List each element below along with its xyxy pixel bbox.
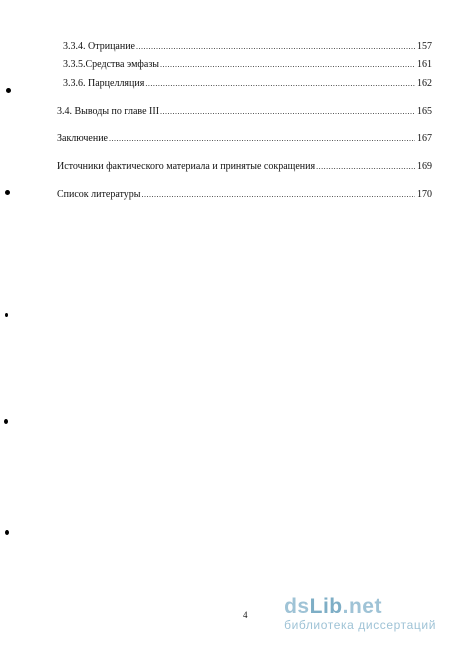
toc-entry xyxy=(63,78,432,90)
scan-speck xyxy=(6,88,11,93)
toc-entry-page: 169 xyxy=(417,161,432,172)
watermark-logo: dsLib.net xyxy=(284,595,382,618)
toc-entry-page: 167 xyxy=(417,133,432,144)
toc-entry-label: 3.3.6. Парцелляция xyxy=(63,78,145,89)
watermark xyxy=(284,596,436,632)
toc-entry-label: Заключение xyxy=(57,133,108,144)
toc-entry xyxy=(63,41,432,53)
toc-entry-label: Источники фактического материала и принятые сокращения xyxy=(57,161,316,172)
scan-speck xyxy=(4,419,8,424)
toc-entry-page: 162 xyxy=(417,78,432,89)
toc-entry xyxy=(57,189,432,201)
toc-leader-dots xyxy=(160,59,415,71)
scan-speck xyxy=(5,313,8,317)
toc-leader-dots xyxy=(141,189,415,201)
scan-speck xyxy=(5,530,9,535)
scan-speck xyxy=(5,190,10,195)
toc-leader-dots xyxy=(160,106,415,118)
toc-entry xyxy=(57,106,432,118)
toc-entry xyxy=(57,133,432,145)
toc-entry-page: 157 xyxy=(417,41,432,52)
toc-entry xyxy=(63,59,432,71)
toc-entry-label: 3.3.4. Отрицание xyxy=(63,41,135,52)
toc-leader-dots xyxy=(316,161,415,173)
toc-entry-page: 170 xyxy=(417,189,432,200)
toc-leader-dots xyxy=(109,133,415,145)
toc-entry xyxy=(57,161,432,173)
toc-entry-label: Список литературы xyxy=(57,189,141,200)
page-number: 4 xyxy=(243,610,248,620)
watermark-subtitle: библиотека диссертаций xyxy=(284,618,436,632)
toc-entry-page: 165 xyxy=(417,106,432,117)
toc-leader-dots xyxy=(145,78,415,90)
toc-entry-label: 3.3.5.Средства эмфазы xyxy=(63,59,160,70)
toc-entry-page: 161 xyxy=(417,59,432,70)
toc-leader-dots xyxy=(136,41,415,53)
toc-entry-label: 3.4. Выводы по главе III xyxy=(57,106,160,117)
